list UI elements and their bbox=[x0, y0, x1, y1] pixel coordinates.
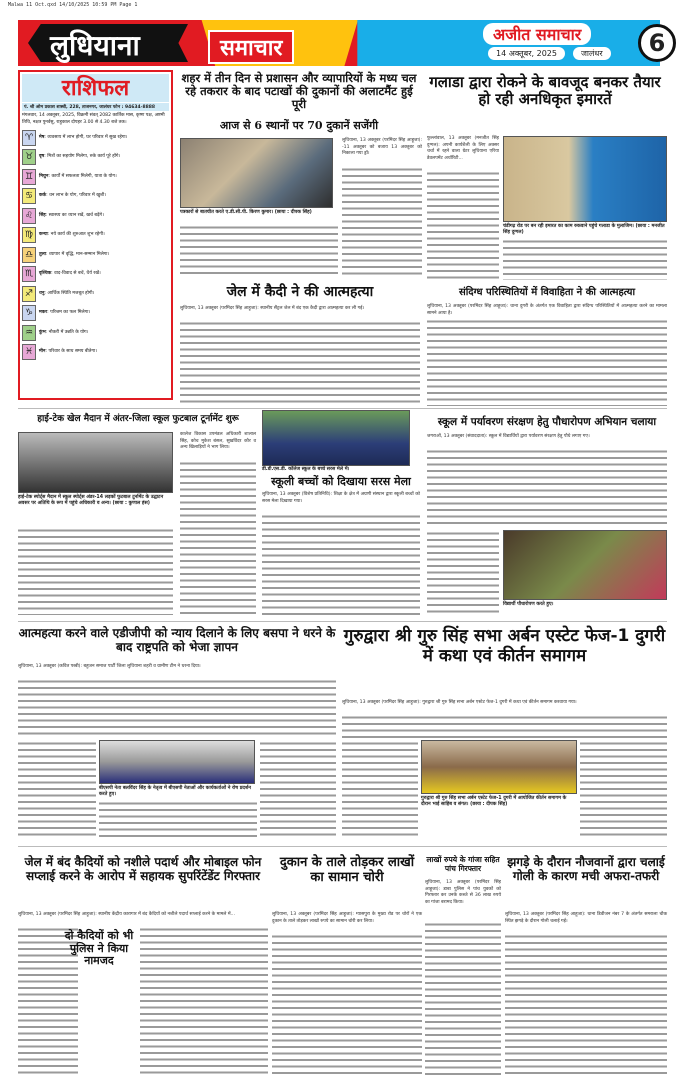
sign-prediction: परिश्रम का फल मिलेगा। bbox=[50, 310, 91, 316]
zodiac-icon: ♋ bbox=[22, 188, 36, 204]
photo-galada-building bbox=[503, 136, 667, 222]
headline-vivahita: संदिग्ध परिस्थितियों में विवाहिता ने की आत्महत्या bbox=[458, 287, 636, 298]
zodiac-icon: ♊ bbox=[22, 169, 36, 185]
sign-name: मीन bbox=[39, 349, 46, 355]
zodiac-icon: ♏ bbox=[22, 266, 36, 282]
body-plantation-2 bbox=[427, 530, 499, 615]
headline-ganja: लाखों रुपये के गांजा सहित पांच गिरफ्तार bbox=[426, 855, 500, 873]
sign-prediction: व्यवसाय में लाभ होगी, घर परिवार में सुख रहेगा। bbox=[47, 134, 128, 140]
body-superintendent-2 bbox=[140, 926, 268, 1076]
sign-text: वृश्चिक: वाद-विवाद से बचें, धैर्य रखें। bbox=[39, 271, 101, 277]
masthead-section: समाचार bbox=[208, 30, 294, 64]
divider bbox=[18, 621, 667, 622]
zodiac-icon: ♑ bbox=[22, 305, 36, 321]
sign-text: तुला: व्यापार में वृद्धि, मान-सम्मान मिलेगा। bbox=[39, 251, 110, 257]
rashifal-title: राशिफल bbox=[22, 74, 169, 102]
body-jail-suicide bbox=[180, 320, 420, 406]
rashifal-sign bbox=[22, 343, 169, 363]
lead-plantation: जगराओं, 13 अक्तूबर (संवाददाता): स्कूल में विद्यार्थियों द्वारा पर्यावरण संरक्षण हेतु पौधे लगाए गए। bbox=[427, 434, 590, 439]
sign-name: धनु bbox=[39, 290, 45, 296]
sign-prediction: स्वास्थ्य का ध्यान रखें, खर्च बढ़ेंगे। bbox=[48, 212, 104, 218]
lead-superintendent: लुधियाना, 13 अक्तूबर (परमिंदर सिंह आहूजा): स्थानीय केंद्रीय कारागार में बंद कैदियों को नशीले पदार्थ सप्लाई करने के मामले में... bbox=[18, 912, 235, 917]
sign-prediction: नये कार्य की शुरुआत शुभ रहेगी। bbox=[50, 232, 105, 238]
body-gurudwara-3 bbox=[580, 740, 667, 840]
rashifal-sign bbox=[22, 206, 169, 226]
masthead bbox=[18, 20, 666, 66]
masthead-date: 14 अक्तूबर, 2025 bbox=[488, 47, 565, 60]
sign-name: कर्क bbox=[39, 193, 47, 199]
sign-text: मकर: परिश्रम का फल मिलेगा। bbox=[39, 310, 91, 316]
lead-vivahita: लुधियाना, 13 अक्तूबर (परमिंदर सिंह आहूजा): थाना दुगरी के अंतर्गत एक विवाहिता द्वारा संदिग्ध परिस्थितियों में आत्महत्या करने का मामला सामने आया है। bbox=[427, 304, 667, 316]
sign-prediction: आर्थिक स्थिति मजबूत होगी। bbox=[47, 290, 95, 296]
rashifal-sign-list bbox=[22, 128, 169, 362]
sign-text: मीन: परिवार के साथ समय बीतेगा। bbox=[39, 349, 97, 355]
photo-football-teams bbox=[18, 432, 173, 493]
masthead-paper-name: अजीत समाचार bbox=[483, 23, 591, 45]
headline-bsp: आत्महत्या करने वाले एडीजीपी को न्याय दिलाने के लिए बसपा ने धरने के बाद राष्ट्रपति को भेजा ज्ञापन bbox=[18, 626, 336, 654]
sign-name: मेष bbox=[39, 134, 45, 140]
photo-kirtan bbox=[421, 740, 577, 794]
photo-school-students bbox=[262, 410, 410, 466]
masthead-edition: जालंधर bbox=[573, 47, 611, 60]
lead-crackers: लुधियाना, 13 अक्तूबर (परमिंदर सिंह आहूजा): -11 अक्तूबर को बजाय 13 अक्तूबर को निकाला गया ड्रॉ। bbox=[342, 138, 422, 156]
rashifal-sign bbox=[22, 167, 169, 187]
headline-galada: गलाडा द्वारा रोकने के बावजूद बनकर तैयार हो रही अनधिकृत इमारतें bbox=[429, 73, 661, 109]
lead-galada: फुल्लांवाल, 13 अक्तूबर (मनजीत सिंह दुग्गल): अपनी कार्यशैली के लिए अक्सर चर्चा में रहने वाला ग्रेटर लुधियाना एरिया डेवलपमेंट अथॉरिटी... bbox=[427, 136, 499, 161]
body-football-2 bbox=[18, 527, 173, 615]
lead-gurudwara: लुधियाना, 13 अक्तूबर (परमिंदर सिंह आहूजा): गुरुद्वारा श्री गुरु सिंह सभा अर्बन एस्टेट फेज-1 दुगरी में कथा एवं कीर्तन समागम करवाया गया। bbox=[342, 700, 577, 705]
body-gurudwara-2 bbox=[342, 740, 418, 840]
body-galada-2 bbox=[503, 238, 667, 280]
sign-name: सिंह bbox=[39, 212, 46, 218]
rashifal-sign bbox=[22, 265, 169, 285]
photo-bsp-protest bbox=[99, 740, 255, 784]
headline-theft: दुकान के ताले तोड़कर लाखों का सामान चोरी bbox=[279, 855, 415, 885]
divider bbox=[18, 408, 667, 409]
headline-firing: झगड़े के दौरान नौजवानों द्वारा चलाई गोली के कारण मची अफरा-तफरी bbox=[507, 855, 665, 883]
rashifal-sign bbox=[22, 148, 169, 168]
body-theft bbox=[272, 933, 422, 1076]
zodiac-icon: ♍ bbox=[22, 227, 36, 243]
rashifal-sign bbox=[22, 128, 169, 148]
body-ganja bbox=[425, 921, 501, 1076]
sign-text: सिंह: स्वास्थ्य का ध्यान रखें, खर्च बढ़ेंगे। bbox=[39, 212, 104, 218]
photo-press-conference bbox=[180, 138, 333, 208]
body-bsp bbox=[18, 678, 336, 738]
pullquote-superintendent: दो कैदियों को भी पुलिस ने किया नामजद bbox=[64, 929, 134, 968]
caption-crackers: पत्रकारों से बातचीत करते ए.डी.सी.पी. किरण कुमार। (छाया : दीपक सिंह) bbox=[180, 210, 312, 215]
body-crackers bbox=[342, 166, 422, 278]
caption-plantation: विद्यार्थी पौधारोपण करते हुए। bbox=[503, 602, 554, 607]
sign-text: कर्क: धन लाभ के योग, परिवार में खुशी। bbox=[39, 193, 107, 199]
photo-plantation bbox=[503, 530, 667, 600]
sign-name: कुंभ bbox=[39, 329, 46, 335]
sign-prediction: नौकरी में उन्नति के योग। bbox=[48, 329, 89, 335]
sign-name: तुला bbox=[39, 251, 46, 257]
headline-plantation: स्कूल में पर्यावरण संरक्षण हेतु पौधारोपण अभियान चलाया bbox=[437, 416, 657, 428]
page-number: 6 bbox=[638, 24, 676, 62]
body-crackers-2 bbox=[180, 224, 338, 278]
rashifal-author: पं. श्री ओम प्रकाश शास्त्री, 228, ताजनगर, जालंधर फोन : 94634-8888 bbox=[22, 103, 169, 111]
caption-sarasmela: डी.डी.एस.डी. कॉलेज स्कूल के बच्चे सरस मेले में। bbox=[262, 467, 350, 472]
sign-name: वृश्चिक bbox=[39, 271, 52, 277]
sign-prediction: व्यापार में वृद्धि, मान-सम्मान मिलेगा। bbox=[48, 251, 110, 257]
rashifal-sign bbox=[22, 187, 169, 207]
rashifal-sign bbox=[22, 245, 169, 265]
rashifal-sign bbox=[22, 323, 169, 343]
zodiac-icon: ♐ bbox=[22, 286, 36, 302]
body-football bbox=[180, 460, 256, 615]
body-bsp-2 bbox=[18, 740, 96, 840]
rashifal-sign bbox=[22, 304, 169, 324]
rashifal-sign bbox=[22, 226, 169, 246]
body-bsp-3 bbox=[99, 800, 257, 840]
caption-football: हाई-टेक स्पोर्ट्स मैदान में स्कूल स्पोर्ट्स अंडर-14 लड़कों फुटबाल टूर्नामेंट के उद्घाटन अवसर पर अतिथि के रूप में पहुंचे अधिकारी व अन्य। (छाया : कुणाल हंस) bbox=[18, 495, 164, 506]
sign-text: मिथुन: कार्यों में सफलता मिलेगी, यात्रा के योग। bbox=[39, 173, 117, 179]
headline-superintendent: जेल में बंद कैदियों को नशीले पदार्थ और मोबाइल फोन सप्लाई करने के आरोप में सहायक सुपरिंटेंडेंट गिरफ्तार bbox=[24, 855, 262, 883]
sign-text: कन्या: नये कार्य की शुरुआत शुभ रहेगी। bbox=[39, 232, 105, 238]
print-slug: Malwa 11 Oct.qxd 14/10/2025 10:59 PM Page 1 bbox=[8, 2, 138, 8]
body-galada bbox=[427, 170, 499, 280]
rashifal-box bbox=[18, 70, 173, 400]
body-gurudwara bbox=[342, 714, 667, 738]
headline-crackers: शहर में तीन दिन से प्रशासन और व्यापारियों के मध्य चल रहे तकरार के बाद पटाखों की दुकानों की अलाटमैंट हुई पूरी bbox=[181, 71, 417, 112]
sign-prediction: कार्यों में सफलता मिलेगी, यात्रा के योग। bbox=[51, 173, 117, 179]
lead-ganja: लुधियाना, 13 अक्तूबर (परमिंदर सिंह आहूजा): डाबा पुलिस ने पांच युवकों को गिरफ्तार कर उनके कब्जे से 36 लाख रुपये का गांजा बरामद किया। bbox=[425, 880, 501, 905]
zodiac-icon: ♌ bbox=[22, 208, 36, 224]
sign-name: मकर bbox=[39, 310, 48, 316]
headline-jail-suicide: जेल में कैदी ने की आत्महत्या bbox=[226, 284, 374, 300]
headline-sarasmela: स्कूली बच्चों को दिखाया सरस मेला bbox=[271, 475, 411, 488]
masthead-city: लुधियाना bbox=[50, 29, 140, 62]
sign-text: कुंभ: नौकरी में उन्नति के योग। bbox=[39, 329, 89, 335]
zodiac-icon: ♎ bbox=[22, 247, 36, 263]
body-bsp-4 bbox=[260, 740, 336, 840]
sign-name: वृष bbox=[39, 154, 45, 160]
headline-football: हाई-टेक खेल मैदान में अंतर-जिला स्कूल फुटबाल टूर्नामेंट शुरू bbox=[37, 414, 239, 424]
zodiac-icon: ♈ bbox=[22, 130, 36, 146]
divider bbox=[18, 846, 667, 847]
zodiac-icon: ♉ bbox=[22, 149, 36, 165]
lead-jail-suicide: लुधियाना, 13 अक्तूबर (परमिंदर सिंह आहूजा): स्थानीय सैंट्रल जेल में बंद एक कैदी द्वारा आत्महत्या कर ली गई। bbox=[180, 306, 365, 311]
zodiac-icon: ♓ bbox=[22, 344, 36, 360]
sign-text: धनु: आर्थिक स्थिति मजबूत होगी। bbox=[39, 290, 95, 296]
sign-text: वृष: मित्रों का सहयोग मिलेगा, रुके कार्य पूरे होंगे। bbox=[39, 154, 121, 160]
lead-firing: लुधियाना, 13 अक्तूबर (परमिंदर सिंह आहूजा): थाना डिवीजन नंबर 7 के अंतर्गत समराला चौक स्थित झगड़े के दौरान गोली चलाई गई। bbox=[505, 912, 667, 924]
sign-text: मेष: व्यवसाय में लाभ होगी, घर परिवार में सुख रहेगा। bbox=[39, 134, 128, 140]
body-firing bbox=[505, 933, 667, 1076]
headline-gurudwara: गुरुद्वारा श्री गुरु सिंह सभा अर्बन एस्टेट फेज-1 दुगरी में कथा एवं कीर्तन समागम bbox=[343, 626, 666, 666]
zodiac-icon: ♒ bbox=[22, 325, 36, 341]
lead-sarasmela: लुधियाना, 13 अक्तूबर (विशेष प्रतिनिधि): शिक्षा के क्षेत्र में अग्रणी संस्थान द्वारा स्कूली बच्चों को सरस मेला दिखाया गया। bbox=[262, 492, 420, 504]
body-sarasmela bbox=[262, 513, 420, 615]
caption-gurudwara: गुरुद्वारा श्री गुरु सिंह सभा अर्बन एस्टेट फेज-1 दुगरी में आयोजित कीर्तन समागम के दौरान भाई साहिब व संगत। (छाया : दीपक सिंह) bbox=[421, 796, 567, 807]
subhead-crackers: आज से 6 स्थानों पर 70 दुकानें सजेंगी bbox=[219, 119, 379, 132]
lead-football: कालेज विकास उपमंडल अधिकारी शालाल सिंह, कोच मुकेश बंसल, सुखविंदर कौर व अन्य खिलाड़ियों ने भाग लिया। bbox=[180, 432, 256, 450]
sign-prediction: परिवार के साथ समय बीतेगा। bbox=[48, 349, 97, 355]
rashifal-sign bbox=[22, 284, 169, 304]
lead-bsp: लुधियाना, 13 अक्तूबर (कवित पब्बी): बहुजन समाज पार्टी जिला लुधियाना शहरी व ग्रामीण टीम ने धरना दिया। bbox=[18, 664, 201, 669]
sign-prediction: धन लाभ के योग, परिवार में खुशी। bbox=[49, 193, 107, 199]
lead-theft: लुधियाना, 13 अक्तूबर (परमिंदर सिंह आहूजा): ग्यासपुरा के मुख्य रोड पर चोरों ने एक दुकान के ताले तोड़कर लाखों रुपये का सामान चोरी कर लिया। bbox=[272, 912, 422, 924]
body-vivahita bbox=[427, 318, 667, 406]
caption-galada: चंडीगढ़ रोड पर बन रही इमारत का काम रुकवाने पहुंचे गलाडा के मुलाजिम। (छाया : मनजीत सिंह दुग्गल) bbox=[503, 224, 665, 235]
body-plantation bbox=[427, 448, 667, 528]
sign-prediction: मित्रों का सहयोग मिलेगा, रुके कार्य पूरे होंगे। bbox=[47, 154, 121, 160]
caption-bsp: बीएसपी नेता बलविंदर सिंह के नेतृत्व में बीएसपी नेताओं और कार्यकर्ताओं ने रोष प्रदर्शन करते हुए। bbox=[99, 786, 251, 797]
rashifal-intro: मंगलवार, 14 अक्तूबर, 2025, विक्रमी संवत् 2082 कार्तिक मास, कृष्ण पक्ष, अष्टमी तिथि, नक्षत्र पुनर्वसु, राहुकाल दोपहर 3.00 से 4.30 बजे तक। bbox=[22, 113, 165, 125]
sign-name: मिथुन bbox=[39, 173, 49, 179]
sign-prediction: वाद-विवाद से बचें, धैर्य रखें। bbox=[54, 271, 101, 277]
sign-name: कन्या bbox=[39, 232, 48, 238]
